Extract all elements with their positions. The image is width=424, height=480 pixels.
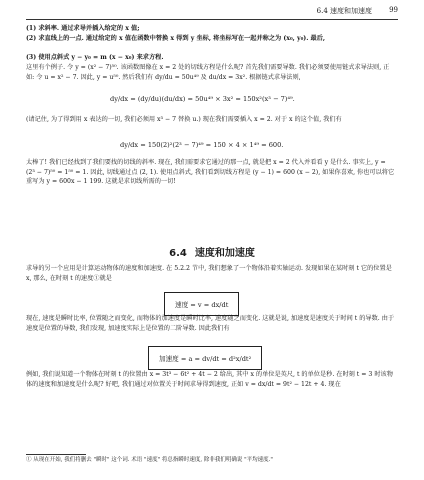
velocity-paragraph-1: 求导的另一个应用是计算运动物体的速度和加速度. 在 5.2.2 节中, 我们想象了一个物体沿着实轴运动. 发现如果在某时刻 t 它的位置是 x, 那么, 在时刻 t 的速度①就是	[26, 265, 392, 282]
header-rule	[26, 19, 398, 20]
acceleration-formula-box: 加速度 = a = dv/dt = d²x/dt²	[148, 346, 262, 370]
step-3: (3) 使用点斜式 y − y₀ = m (x − x₀) 来求方程.	[26, 54, 164, 61]
equation-slope: dy/dx = 150(2)²(2³ − 7)⁴⁹ = 150 × 4 × 1⁴⁹ = 600.	[120, 141, 284, 149]
velocity-formula-box: 速度 = v = dx/dt	[164, 292, 239, 316]
footnote: ① 从现在开始, 我们将删去 "瞬时" 这个词. 术语 "速度" 将总指瞬时速度, 除非我们明确说 "平均速度."	[26, 457, 273, 463]
page-number: 99	[389, 6, 398, 14]
velocity-paragraph-2: 现在, 速度是瞬时比率, 位置随之而变化, 而物体的加速度是瞬时比率, 速度随之而变化. 这就是说, 加速度是速度关于时间 t 的导数. 由于速度是位置的导数, 我们发现, 加速度实际上是位置的二阶导数. 因此我们有	[26, 315, 395, 332]
example-paragraph-2: (请记住, 为了得到用 x 表达的一切, 我们必须用 x³ − 7 替换 u.) 现在我们需要插入 x = 2. 对于 x 的这个值, 我们有	[26, 116, 342, 123]
example-paragraph-1: 这里有个例子. 令 y = (x² − 7)⁵⁰. 该函数图像在 x = 2 处的切线方程是什么呢? 首先我们需要导数. 我们必须要使用链式求导法则, 正如: 令 u = x² − 7. 因此, y = u⁵⁰. 然后我们有 dy/du = 50u⁴⁹ 及 du/dx = 3x². 根据链式求导法则,	[26, 64, 390, 81]
footnote-rule	[26, 454, 86, 455]
section-number: 6.4	[169, 248, 187, 259]
step-2: (2) 求直线上的一点. 通过给定的 x 值在函数中替换 x 得到 y 坐标, 将坐标写在一起并称之为 (x₀, y₀). 最后,	[26, 35, 326, 42]
step-1: (1) 求斜率. 通过求导并插入给定的 x 值;	[26, 25, 140, 32]
example-paragraph-3: 太棒了! 我们已经找到了我们要找的切线的斜率. 现在, 我们需要求它通过的那一点, 就是把 x = 2 代入并看看 y 是什么. 事实上, y = (2³ − 7)⁵⁰ = 1⁵⁰ = 1. 因此, 切线通过点 (2, 1). 使用点斜式, 我们看到切线方程是 (y − 1) = 600 (x − 2), 如果你喜欢, 你也可以将它重写为 y = 600x − 1 199. 这就是求切线所需的一切!	[26, 159, 395, 186]
section-title: 速度和加速度	[194, 248, 255, 259]
velocity-paragraph-3: 例如, 我们说知道一个物体在时刻 t 的位置由 x = 3t³ − 6t² + 4t − 2 给出, 其中 x 的单位是英尺, t 的单位是秒. 在时刻 t = 3 时该物体的速度和加速度是什么呢? 好吧, 我们通过对位置关于时间求导得到速度, 正如 v = dx/dt = 9t² − 12t + 4. 现在	[26, 371, 393, 388]
section-heading	[0, 244, 424, 259]
equation-chain-rule: dy/dx = (dy/du)(du/dx) = 50u⁴⁹ × 3x² = 150x²(x³ − 7)⁴⁹.	[110, 95, 295, 103]
header-section-title: 6.4 速度和加速度	[316, 7, 372, 15]
running-header	[26, 6, 398, 20]
